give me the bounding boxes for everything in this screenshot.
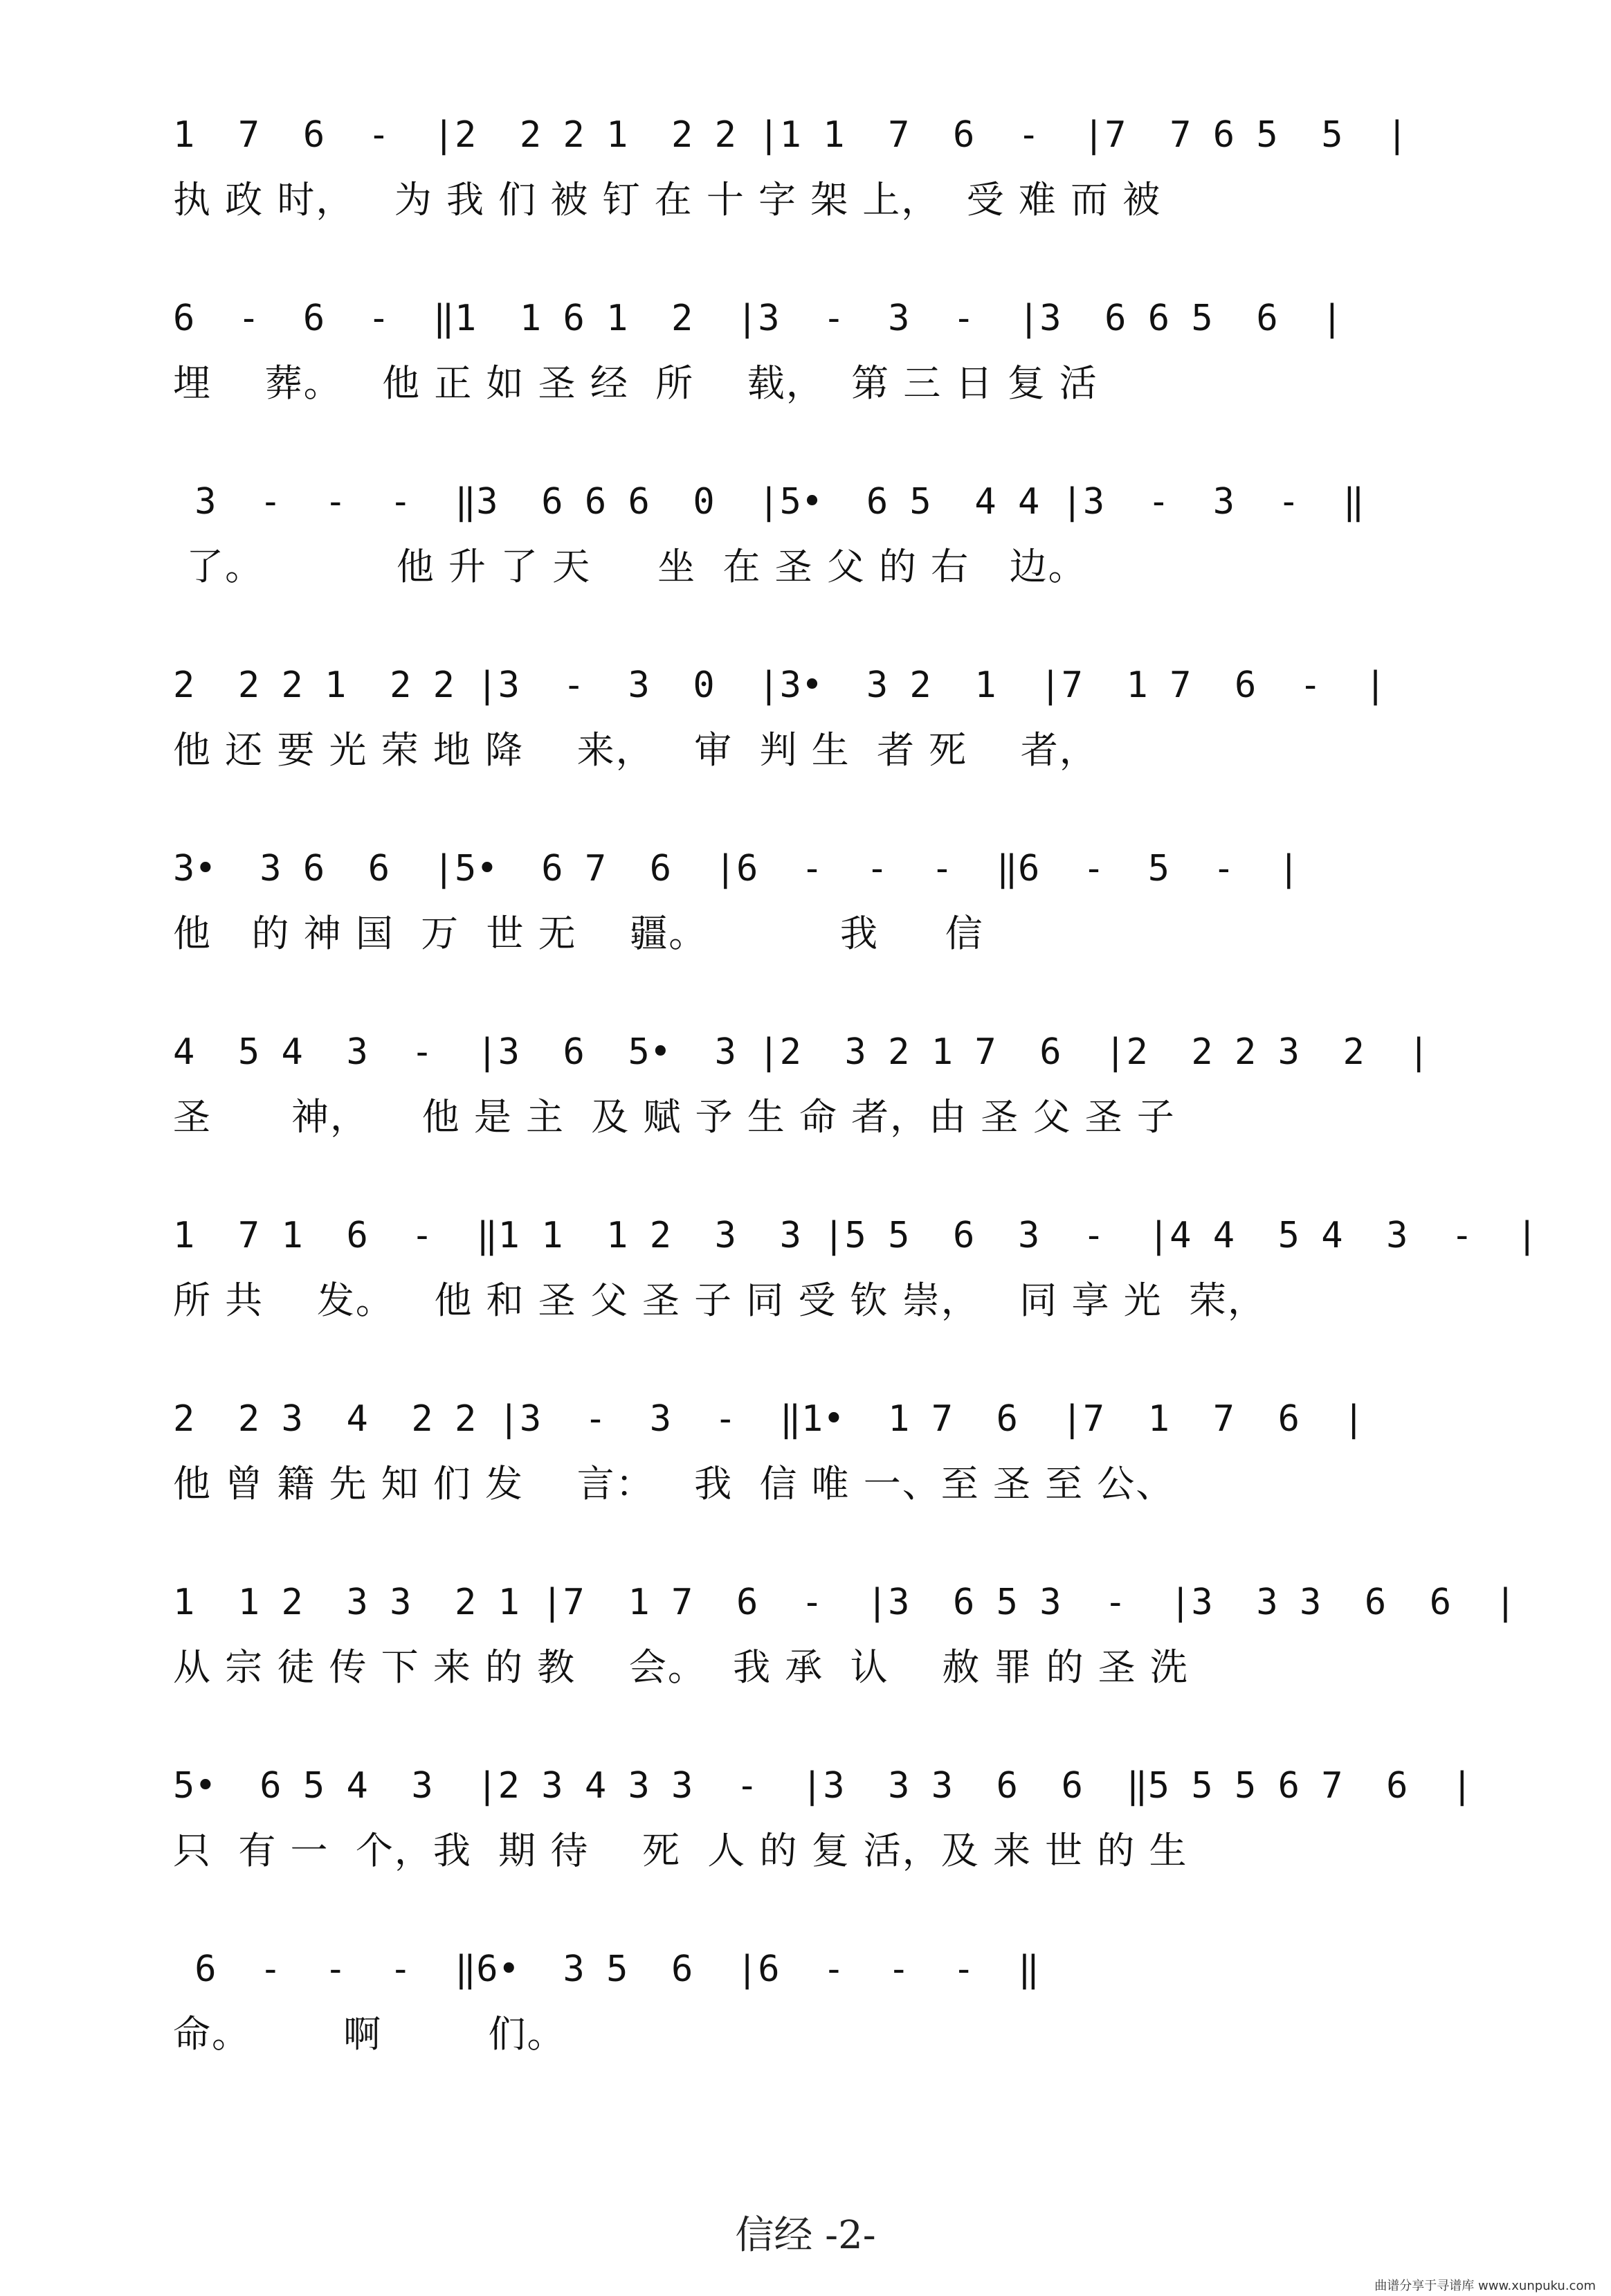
lyrics-line: 所 共 发。 他 和 圣 父 圣 子 同 受 钦 崇， 同 享 光 荣， [173, 1278, 1266, 1322]
score-system-2 [0, 298, 1611, 457]
watermark-text: 曲谱分享于寻谱库 www.xunpuku.com [1374, 2279, 1596, 2293]
score-system-8 [0, 1398, 1611, 1557]
score-system-6 [0, 1031, 1611, 1191]
notation-line: 6 - - - ‖6• 3 5 6 |6 - - - ‖ [173, 1949, 1040, 1990]
notation-line: 5• 6 5 4 3 |2 3 4 3 3 - |3 3 3 6 6 ‖5 5 5 6 7 6 | [173, 1765, 1473, 1807]
score-system-10 [0, 1765, 1611, 1924]
lyrics-line: 他 还 要 光 荣 地 降 来， 审 判 生 者 死 者， [173, 728, 1098, 772]
page-footer-title: 信经 -2- [735, 2213, 876, 2258]
score-system-11 [0, 1949, 1611, 2108]
score-system-3 [0, 481, 1611, 640]
notation-line: 4 5 4 3 - |3 6 5• 3 |2 3 2 1 7 6 |2 2 2 3 2 | [173, 1031, 1430, 1073]
notation-line: 1 7 6 - |2 2 2 1 2 2 |1 1 7 6 - |7 7 6 5 5 | [173, 114, 1408, 156]
notation-line: 3• 3 6 6 |5• 6 7 6 |6 - - - ‖6 - 5 - | [173, 848, 1300, 889]
notation-line: 3 - - - ‖3 6 6 6 0 |5• 6 5 4 4 |3 - 3 - ‖ [173, 481, 1365, 523]
score-system-9 [0, 1582, 1611, 1741]
notation-line: 6 - 6 - ‖1 1 6 1 2 |3 - 3 - |3 6 6 5 6 | [173, 298, 1343, 339]
notation-line: 1 1 2 3 3 2 1 |7 1 7 6 - |3 6 5 3 - |3 3 3 6 6 | [173, 1582, 1517, 1623]
lyrics-line: 圣 神， 他 是 主 及 赋 予 生 命 者，由 圣 父 圣 子 [173, 1095, 1176, 1139]
lyrics-line: 执 政 时， 为 我 们 被 钉 在 十 字 架 上， 受 难 而 被 [173, 178, 1162, 222]
lyrics-line: 了。 他 升 了 天 坐 在 圣 父 的 右 边。 [173, 545, 1087, 588]
score-system-1 [0, 114, 1611, 273]
lyrics-line: 他 曾 籍 先 知 们 发 言： 我 信 唯 一、至 圣 至 公、 [173, 1462, 1175, 1506]
lyrics-line: 只 有 一 个，我 期 待 死 人 的 复 活，及 来 世 的 生 [173, 1829, 1188, 1872]
notation-line: 2 2 3 4 2 2 |3 - 3 - ‖1• 1 7 6 |7 1 7 6 | [173, 1398, 1365, 1440]
score-system-7 [0, 1215, 1611, 1374]
lyrics-line: 从 宗 徒 传 下 来 的 教 会。 我 承 认 赦 罪 的 圣 洗 [173, 1645, 1189, 1689]
lyrics-line: 他 的 神 国 万 世 无 疆。 我 信 [173, 912, 984, 955]
lyrics-line: 命。 啊 们。 [173, 2012, 566, 2056]
notation-line: 2 2 2 1 2 2 |3 - 3 0 |3• 3 2 1 |7 1 7 6 - | [173, 665, 1387, 706]
score-system-4 [0, 665, 1611, 824]
score-system-5 [0, 848, 1611, 1007]
notation-line: 1 7 1 6 - ‖1 1 1 2 3 3 |5 5 6 3 - |4 4 5 4 3 - | [173, 1215, 1538, 1256]
lyrics-line: 埋 葬。 他 正 如 圣 经 所 载， 第 三 日 复 活 [173, 361, 1098, 405]
